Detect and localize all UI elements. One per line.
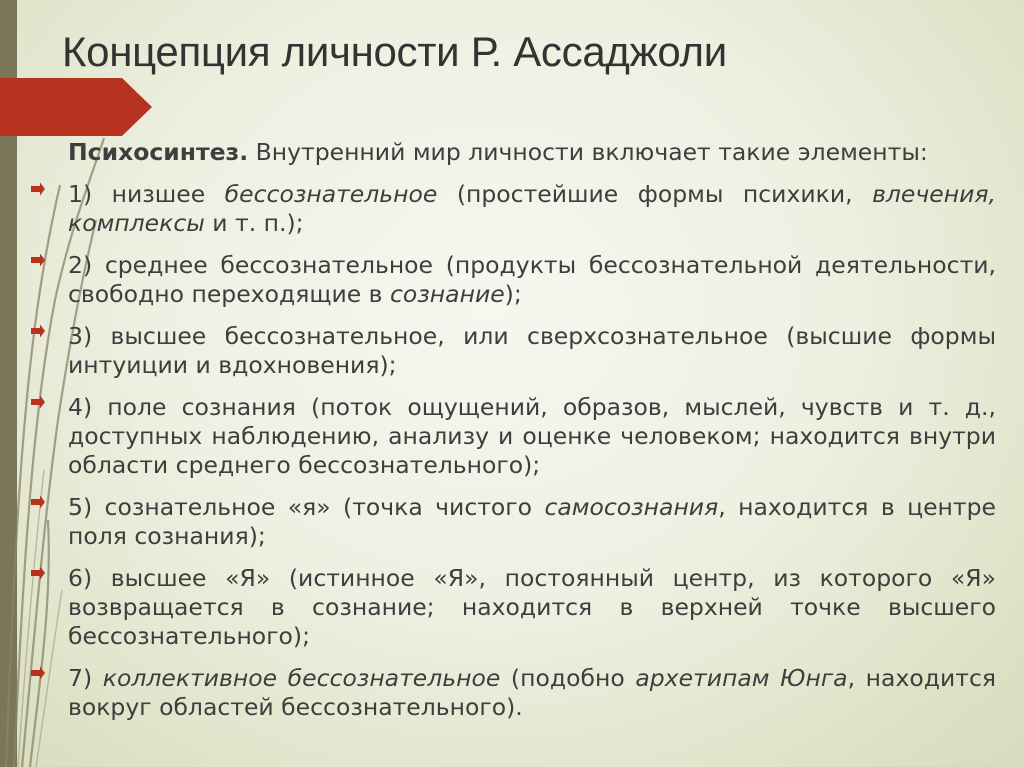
arrow-bullet-icon (30, 664, 46, 680)
arrow-bullet-icon (30, 180, 46, 196)
italic-term: коллективное бессознательное (102, 664, 501, 692)
item-text: 5) сознательное «я» (точка чистого (68, 493, 545, 521)
item-text: 2) среднее бессознательное (продукты бессознательной деятельности, свободно переходящие в (68, 251, 996, 308)
intro-lead: Психосинтез. (68, 138, 249, 166)
item-text: 3) высшее бессознательное, или сверхсознательное (высшие формы интуиции и вдохновения); (68, 322, 996, 379)
arrow-bullet-icon (30, 322, 46, 338)
list-item (68, 664, 996, 722)
item-text: 7) (68, 664, 103, 692)
italic-term: архетипам Юнга (635, 664, 848, 692)
list-item (68, 251, 996, 309)
item-text: 6) высшее «Я» (истинное «Я», постоянный центр, из которого «Я» возвращается в сознание; находится в верхней точке высшего бессознательного); (68, 564, 996, 650)
italic-term: влечения, комплексы (68, 180, 996, 237)
arrow-bullet-icon (30, 564, 46, 580)
intro-paragraph (68, 138, 996, 167)
italic-term: самосознания (544, 493, 719, 521)
italic-term: сознание (390, 280, 505, 308)
item-text: , находится в центре поля сознания); (68, 493, 996, 550)
item-text: (простейшие формы психики, (437, 180, 873, 208)
arrow-bullet-icon (30, 393, 46, 409)
slide-title: Концепция личности Р. Ассаджоли (62, 28, 727, 75)
item-text: 4) поле сознания (поток ощущений, образов, мыслей, чувств и т. д., доступных наблюдению, анализу и оценке человеком; находится внутри области среднего бессознательного); (68, 393, 996, 479)
intro-text: Внутренний мир личности включает такие элементы: (248, 138, 928, 166)
item-text: , находится вокруг областей бессознательного). (68, 664, 997, 721)
italic-term: бессознательное (224, 180, 438, 208)
item-text: и т. п.); (204, 209, 304, 237)
list-item (68, 180, 996, 238)
arrow-bullet-icon (30, 251, 46, 267)
item-text: ); (504, 280, 522, 308)
item-text: (подобно (500, 664, 636, 692)
item-text: 1) низшее (68, 180, 225, 208)
list-item (68, 393, 996, 480)
slide-body (68, 138, 996, 735)
red-arrow-banner (0, 78, 155, 136)
list-item (68, 493, 996, 551)
list-item (68, 322, 996, 380)
list-item (68, 564, 996, 651)
arrow-bullet-icon (30, 493, 46, 509)
